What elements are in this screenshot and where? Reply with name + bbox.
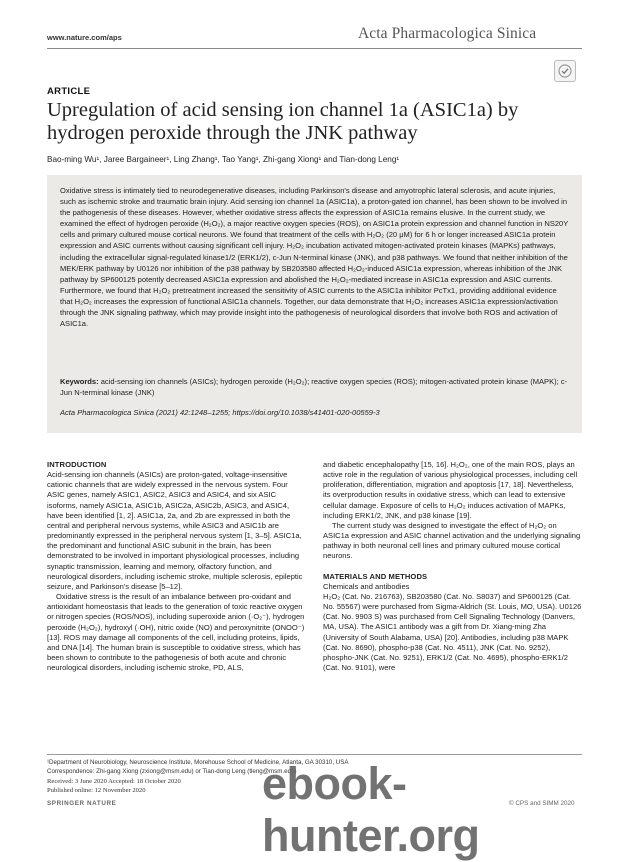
article-type-label: ARTICLE — [47, 86, 91, 97]
intro-paragraph-3: and diabetic encephalopathy [15, 16]. H₂O₂, one of the main ROS, plays an active role in the regulation of various physiological processes, including cell proliferation, differentiation, migration and apoptosis [17, 18]. Nevertheless, its overproduction results in oxidative stress, which can lead to extensive cellular damage. Exposure of cells to H₂O₂ induces activation of MAPKs, including ERK1/2, JNK, and p38 kinase [19]. — [323, 460, 578, 520]
keywords-list: acid-sensing ion channels (ASICs); hydrogen peroxide (H₂O₂); reactive oxygen species (ROS); mitogen-activated protein kinase (MAPK); c-Jun N-terminal kinase (JNK) — [60, 377, 568, 398]
check-for-updates-icon[interactable] — [554, 60, 576, 82]
received-accepted: Received: 3 June 2020 Accepted: 18 October 2020 — [47, 778, 181, 785]
copyright: © CPS and SIMM 2020 — [509, 800, 575, 807]
keywords — [60, 376, 575, 398]
publication-dates — [47, 778, 181, 795]
methods-subheading: Chemicals and antibodies — [323, 581, 410, 591]
keywords-label: Keywords: — [60, 377, 99, 386]
citation-line[interactable]: Acta Pharmacologica Sinica (2021) 42:1248–1255; https://doi.org/10.1038/s41401-020-00559-3 — [60, 408, 380, 417]
left-column — [47, 460, 305, 673]
published-online: Published online: 12 November 2020 — [47, 786, 146, 794]
footnote-divider — [47, 754, 582, 755]
affiliation: ¹Department of Neurobiology, Neuroscience Institute, Morehouse School of Medicine, Atlanta, GA 30310, USA — [47, 759, 349, 766]
methods-heading: MATERIALS AND METHODS — [323, 571, 428, 581]
intro-paragraph-1: Acid-sensing ion channels (ASICs) are proton-gated, voltage-insensitive cationic channels that are widely expressed in the nervous system. Four ASIC genes, namely ASIC1, ASIC2, ASIC3 and ASIC4, and six ASIC isoforms, namely ASIC1a, ASIC1b, ASIC2a, ASIC2b, ASIC3, and ASIC4, have been identified [1, 2]. ASIC1a, 2a, and 2b are expressed in both the central and peripheral nervous systems, while ASIC3 and ASIC1b are predominantly expressed in the peripheral nervous system [1, 3–5]. ASIC1a, the predominant and functional ASIC subunit in the brain, has been demonstrated to be involved in important physiological processes, including synaptic transmission, learning and memory, olfactory function, and neurological disorders, including ischemic stroke, multiple sclerosis, epileptic seizure, and Parkinson's disease [5–12]. — [47, 470, 303, 591]
right-column — [323, 460, 582, 673]
intro-paragraph-4: The current study was designed to investigate the effect of H₂O₂ on ASIC1a expression and ASIC channel activation and the underlying signaling pathway in both neuronal cell lines and primary cultured mouse cortical neurons. — [323, 520, 581, 561]
header-divider — [47, 48, 582, 49]
publisher-logo: SPRINGER NATURE — [47, 800, 117, 807]
article-title: Upregulation of acid sensing ion channel 1a (ASIC1a) by hydrogen peroxide through the JNK pathway — [47, 99, 519, 144]
author-list: Bao-ming Wu¹, Jaree Bargaineer¹, Ling Zhang¹, Tao Yang¹, Zhi-gang Xiong¹ and Tian-dong Leng¹ — [47, 155, 400, 164]
site-url[interactable]: www.nature.com/aps — [47, 33, 122, 42]
intro-paragraph-2: Oxidative stress is the result of an imbalance between pro-oxidant and antioxidant homeostasis that leads to the generation of toxic reactive oxygen or nitrogen species (ROS/NOS), including superoxide anion (·O₂⁻), hydrogen peroxide (H₂O₂), hydroxyl (·OH), nitric oxide (NO) and peroxynitrite (ONOO⁻) [13]. ROS may damage all components of the cell, including proteins, lipids, and DNA [14]. The human brain is susceptible to oxidative stress, which has been shown to contribute to the pathogenesis of both acute and chronic neurological disorders, including ischemic stroke, PD, ALS, — [47, 592, 305, 673]
methods-paragraph-1: H₂O₂ (Cat. No. 216763), SB203580 (Cat. No. S8037) and SP600125 (Cat. No. 55567) were purchased from Sigma-Aldrich (St. Louis, MO, USA). U0126 (Cat. No. 9903 S) was purchased from Cell Signaling Technology (Danvers, MA, USA). The ASIC1 antibody was a gift from Dr. Xiang-ming Zha (University of South Alabama, USA) [20]. Antibodies, including p38 MAPK (Cat. No. 8690), phospho-p38 (Cat. No. 4511), JNK (Cat. No. 9252), phospho-JNK (Cat. No. 9251), ERK1/2 (Cat. No. 4695), phospho-ERK1/2 (Cat. No. 9101), were — [323, 591, 582, 672]
abstract-paragraph: Oxidative stress is intimately tied to neurodegenerative diseases, including Parkinson's disease and amyotrophic lateral sclerosis, and acute injuries, such as ischemic stroke and traumatic brain injury. Acid sensing ion channel 1a (ASIC1a), a proton-gated ion channel, has been shown to be involved in the pathogenesis of these diseases. However, whether oxidative stress affects the expression of ASIC1a remains elusive. In the current study, we examined the effect of hydrogen peroxide (H₂O₂), a major reactive oxygen species (ROS), on ASIC1a protein expression and channel function in NS20Y cells and primary cultured mouse cortical neurons. We found that treatment of the cells with H₂O₂ (20 μM) for 6 h or longer increased ASIC1a protein expression and ASIC currents without causing significant cell injury. H₂O₂ incubation activated mitogen-activated protein kinases (MAPKs) pathways, including the extracellular signal-regulated kinase1/2 (ERK1/2), c-Jun N-terminal kinase (JNK), and p38 pathways. We found that neither inhibition of the MEK/ERK pathway by U0126 nor inhibition of the p38 pathway by SB203580 affected H₂O₂-induced ASIC1a expression, whereas inhibition of the JNK pathway by SP600125 potently decreased ASIC1a expression and abolished the H₂O₂-mediated increase in ASIC1a expression and ASIC currents. Furthermore, we found that H₂O₂ pretreatment increased the sensitivity of ASIC currents to the ASIC1a inhibitor PcTx1, providing additional evidence that H₂O₂ increases the expression of functional ASIC1a channels. Together, our data demonstrate that H₂O₂ increases ASIC1a expression/activation through the JNK signaling pathway, which may provide insight into the pathogenesis of neurological disorders that involve both ROS and activation of ASIC1a. — [60, 186, 569, 329]
watermark: ebook-hunter.org — [262, 758, 480, 861]
introduction-heading: INTRODUCTION — [47, 460, 107, 469]
abstract-text — [60, 185, 571, 329]
correspondence[interactable]: Correspondence: Zhi-gang Xiong (zxiong@msm.edu) or Tian-dong Leng (tleng@msm.edu) — [47, 768, 297, 775]
journal-title: Acta Pharmacologica Sinica — [358, 25, 537, 42]
